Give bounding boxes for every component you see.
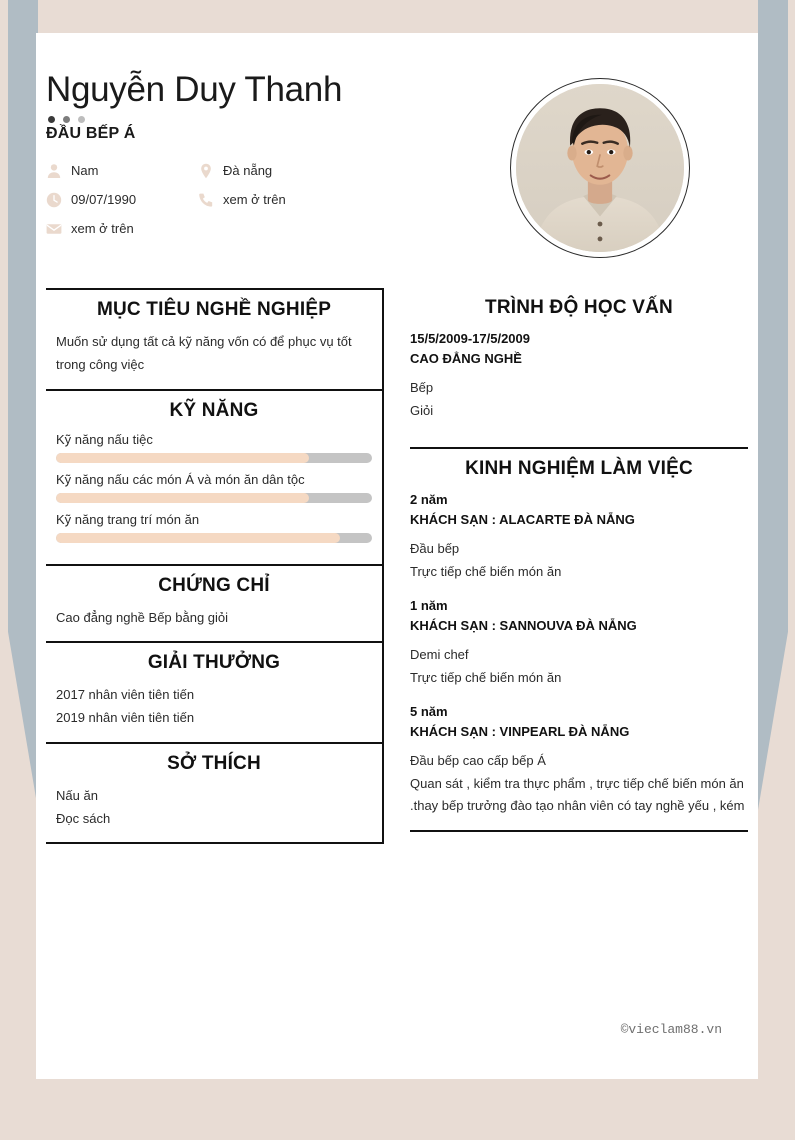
avatar bbox=[510, 78, 690, 258]
contact-value-location: Đà nẵng bbox=[223, 163, 273, 178]
experience-entry bbox=[410, 596, 748, 689]
skill-item bbox=[46, 432, 382, 463]
decorative-wedge-left bbox=[8, 0, 38, 810]
contact-item-email bbox=[46, 221, 198, 237]
experience-duration: 1 năm bbox=[410, 598, 448, 613]
phone-icon bbox=[198, 192, 214, 208]
profile-photo bbox=[516, 84, 684, 252]
objective-text: Muốn sử dụng tất cả kỹ năng vốn có để phục vụ tốt trong công việc bbox=[56, 334, 352, 372]
skill-bar-track bbox=[56, 453, 372, 463]
section-title-awards: GIẢI THƯỞNG bbox=[147, 652, 281, 674]
clock-icon bbox=[46, 192, 62, 208]
skill-item bbox=[46, 472, 382, 503]
list-item: Đầu bếp cao cấp bếp Á bbox=[410, 753, 546, 769]
right-column bbox=[384, 288, 748, 844]
awards-list bbox=[46, 684, 382, 730]
section-education bbox=[410, 288, 748, 447]
cv-card bbox=[36, 33, 758, 1079]
list-item: Cao đẳng nghề Bếp bằng giỏi bbox=[56, 609, 229, 625]
contact-item-birthdate bbox=[46, 192, 198, 208]
education-entry bbox=[410, 329, 748, 422]
list-item: Giỏi bbox=[410, 402, 434, 418]
left-column bbox=[46, 288, 384, 844]
skill-label: Kỹ năng nấu các món Á và món ăn dân tộc bbox=[56, 471, 305, 487]
section-bottom-rule bbox=[410, 830, 748, 832]
section-experience bbox=[410, 447, 748, 844]
list-item: Đầu bếp bbox=[410, 541, 460, 557]
section-title-experience: KINH NGHIỆM LÀM VIỆC bbox=[465, 458, 693, 479]
contact-value-phone: xem ở trên bbox=[223, 192, 286, 207]
section-title-objective: MỤC TIÊU NGHỀ NGHIỆP bbox=[96, 299, 332, 320]
dot-2 bbox=[63, 116, 70, 123]
contact-value-birthdate: 09/07/1990 bbox=[71, 192, 137, 207]
skill-bar-track bbox=[56, 493, 372, 503]
education-date: 15/5/2009-17/5/2009 bbox=[410, 331, 530, 346]
hobbies-list bbox=[46, 785, 382, 831]
skill-item bbox=[46, 512, 382, 543]
list-item: Quan sát , kiểm tra thực phẩm , trực tiếp chế biến món ăn .thay bếp trưởng đào tạo nhân viên có tay nghề yếu , kém bbox=[410, 775, 745, 813]
list-item: Nấu ăn bbox=[56, 787, 98, 803]
education-school: CAO ĐẲNG NGHỀ bbox=[410, 351, 522, 367]
experience-organization: KHÁCH SẠN : SANNOUVA ĐÀ NẴNG bbox=[410, 618, 637, 634]
watermark: ©vieclam88.vn bbox=[620, 1022, 722, 1037]
certificates-list bbox=[46, 607, 382, 630]
candidate-name: Nguyễn Duy Thanh bbox=[46, 70, 343, 109]
section-title-skills: KỸ NĂNG bbox=[169, 399, 259, 421]
skill-bar-fill bbox=[56, 533, 340, 543]
skill-bar-fill bbox=[56, 453, 309, 463]
section-objective bbox=[46, 288, 382, 389]
dot-3 bbox=[78, 116, 85, 123]
experience-entry bbox=[410, 490, 748, 583]
list-item: 2019 nhân viên tiên tiến bbox=[56, 710, 195, 725]
section-skills bbox=[46, 389, 382, 564]
section-certificates bbox=[46, 564, 382, 642]
section-title-education: TRÌNH ĐỘ HỌC VẤN bbox=[485, 297, 673, 318]
section-awards bbox=[46, 641, 382, 742]
list-item: 2017 nhân viên tiên tiến bbox=[56, 687, 195, 703]
skill-label: Kỹ năng trang trí món ăn bbox=[56, 511, 200, 527]
experience-organization: KHÁCH SẠN : VINPEARL ĐÀ NẴNG bbox=[410, 724, 630, 740]
cv-header bbox=[36, 33, 758, 288]
decorative-wedge-right bbox=[758, 0, 788, 810]
experience-duration: 5 năm bbox=[410, 704, 448, 719]
map-pin-icon bbox=[198, 163, 214, 179]
skills-list bbox=[46, 432, 382, 543]
experience-description bbox=[410, 750, 748, 817]
experience-duration: 2 năm bbox=[410, 492, 448, 507]
section-hobbies bbox=[46, 742, 382, 845]
experience-entry bbox=[410, 702, 748, 817]
list-item: Trực tiếp chế biến món ăn bbox=[410, 669, 562, 685]
candidate-job-title: ĐẦU BẾP Á bbox=[46, 124, 136, 142]
list-item: Đọc sách bbox=[56, 810, 111, 826]
list-item: Bếp bbox=[410, 380, 434, 396]
contact-value-gender: Nam bbox=[71, 163, 99, 178]
list-item: Trực tiếp chế biến món ăn bbox=[410, 563, 562, 579]
experience-description bbox=[410, 538, 748, 583]
contact-item-gender bbox=[46, 163, 198, 179]
section-title-certificates: CHỨNG CHỈ bbox=[158, 574, 270, 596]
experience-description bbox=[410, 644, 748, 689]
contact-value-email: xem ở trên bbox=[71, 221, 134, 236]
experience-organization: KHÁCH SẠN : ALACARTE ĐÀ NẴNG bbox=[410, 512, 635, 528]
skill-label: Kỹ năng nấu tiệc bbox=[56, 431, 153, 447]
person-icon bbox=[46, 163, 62, 179]
education-details bbox=[410, 377, 748, 422]
cv-body bbox=[36, 288, 758, 844]
section-title-hobbies: SỞ THÍCH bbox=[167, 752, 261, 774]
skill-bar-fill bbox=[56, 493, 309, 503]
envelope-icon bbox=[46, 221, 62, 237]
dot-1 bbox=[48, 116, 55, 123]
list-item: Demi chef bbox=[410, 647, 469, 663]
skill-bar-track bbox=[56, 533, 372, 543]
